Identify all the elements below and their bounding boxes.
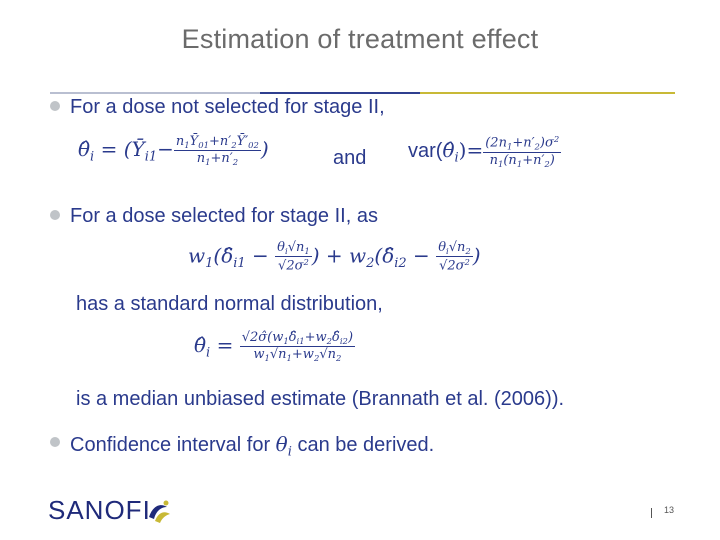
sanofi-bird-icon <box>145 497 173 525</box>
bullet-1-text: For a dose not selected for stage II, <box>70 96 385 118</box>
bullet-dot-2 <box>50 210 60 220</box>
median-unbiased-text: is a median unbiased estimate (Brannath et al. (2006)). <box>76 388 565 410</box>
normal-distribution-text: has a standard normal distribution, <box>76 293 383 315</box>
connector-and: and <box>333 147 367 169</box>
bullet-3-lead: Confidence interval for <box>70 434 271 456</box>
var-label: var( <box>408 139 443 162</box>
page-number: 13 <box>664 505 675 515</box>
sanofi-logo-text: SANOFI <box>48 495 151 525</box>
bullet-3-text <box>70 432 434 460</box>
bullet-dot-3 <box>50 437 60 447</box>
bullet-2-text: For a dose selected for stage II, as <box>70 205 378 227</box>
page-title: Estimation of treatment effect <box>181 24 539 54</box>
formula-theta-hat-selected: $\thetâ_i$ = $\frac{√2\sigmâ(w_1\deltâ_{i1}+w_2\deltâ_{i2})}{w_1√n_1+w_2√n_2}$ <box>194 330 354 363</box>
bullet-3-suffix: can be derived. <box>297 434 435 456</box>
formula-theta-hat-not-selected: $\thetâ_i$ = ($Ȳ_{i1}-$ $\frac{n_1Ȳ_{01}+n'_2Ȳ'_{02}}{n_1+n'_2}$ ) <box>78 134 269 167</box>
title-underline-gold <box>420 92 675 94</box>
title-underline-navy <box>260 92 420 94</box>
formula-variance: $var(\thetâ_i)=$ $\frac{(2n_1+n'_2)\sigma^2}{n_1(n_1+n'_2)}$ <box>408 134 560 169</box>
bullet-dot-1 <box>50 101 60 111</box>
formula-weighted-statistic: $w_1(\deltâ_{i1}$ − $\frac{\theta_i√n_1}{√2\sigma^2}$ ) + $w_2(\deltâ_{i2}$ − $\frac{\theta_i√n_2}{√2\sigma^2}$ ) <box>188 240 481 274</box>
title-underline-gray <box>50 92 260 94</box>
theta-symbol: $\theta_i$ <box>275 432 292 460</box>
footer-divider <box>651 508 652 518</box>
